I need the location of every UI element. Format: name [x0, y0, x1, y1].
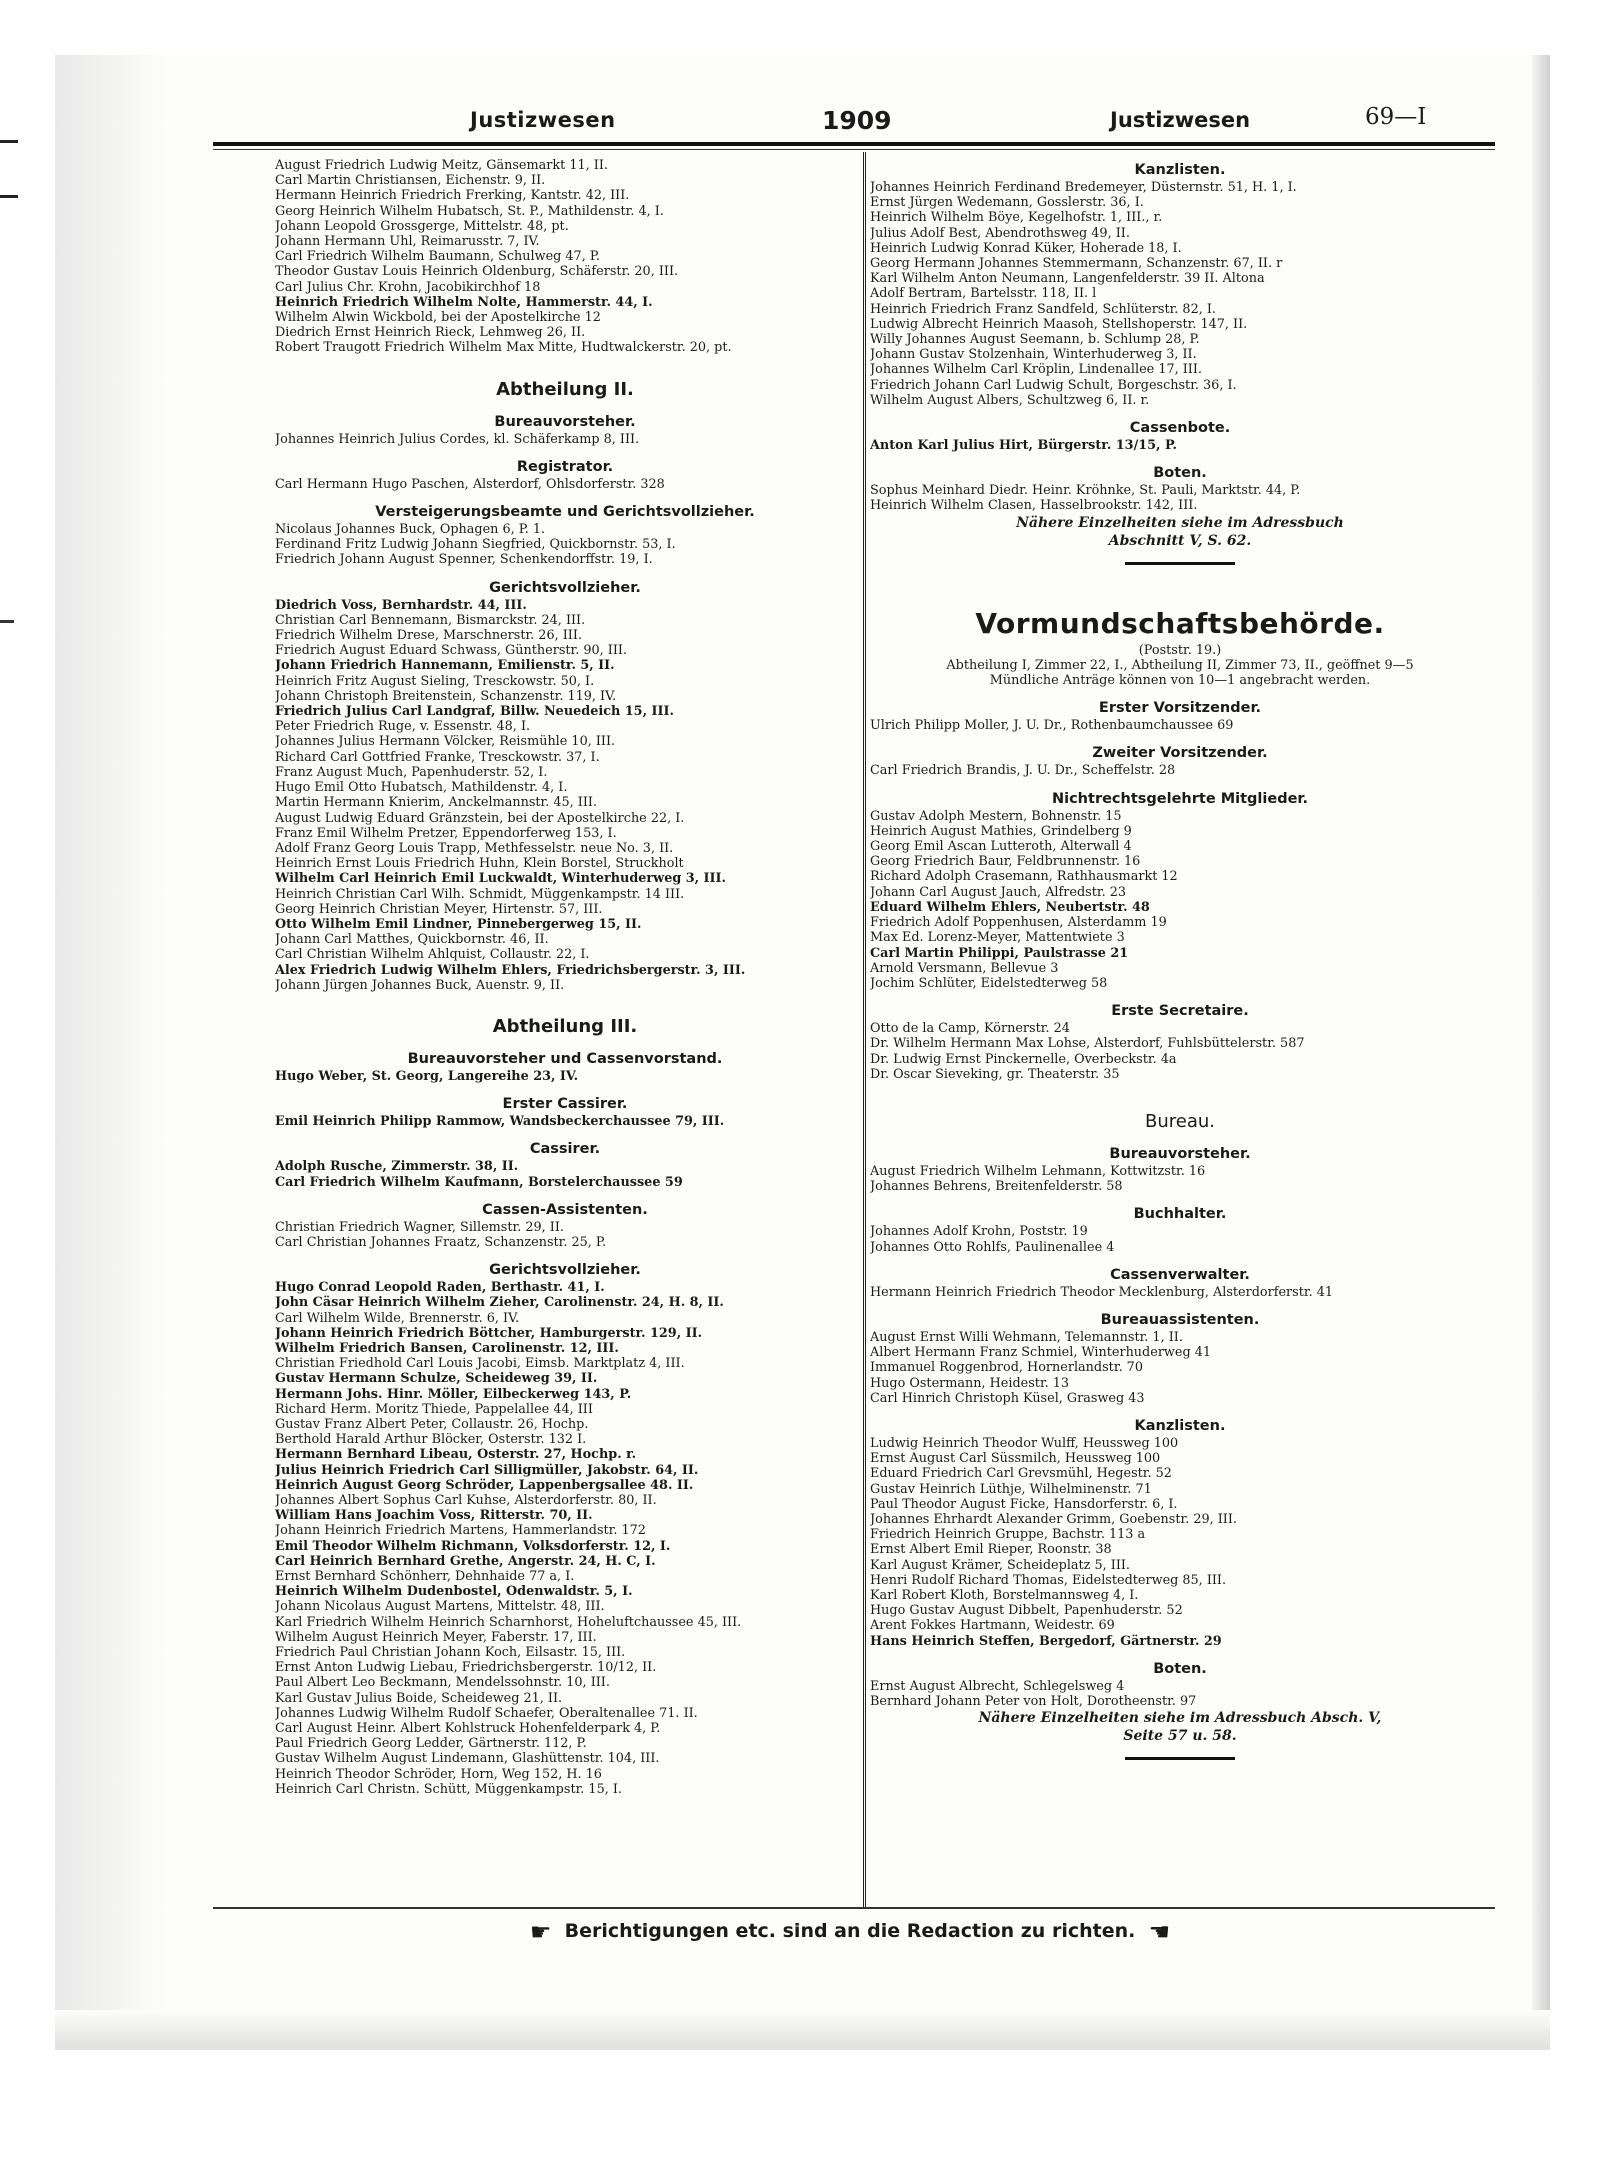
office-info-line: Abtheilung I, Zimmer 22, I., Abtheilung II, Zimmer 73, II., geöffnet 9—5 — [946, 657, 1414, 673]
directory-entry: Gustav Hermann Schulze, Scheideweg 39, II. — [275, 1371, 598, 1387]
pointing-hand-right-icon: ☛ — [529, 1918, 552, 1946]
directory-entry: Carl Martin Christiansen, Eichenstr. 9, II. — [275, 173, 546, 189]
directory-entry: Paul Friedrich Georg Ledder, Gärtnerstr. 112, P. — [275, 1736, 587, 1752]
section-heading: Bureauassistenten. — [1100, 1311, 1260, 1328]
directory-entry: Hermann Bernhard Libeau, Osterstr. 27, Hochp. r. — [275, 1447, 637, 1463]
directory-entry: Carl Wilhelm Wilde, Brennerstr. 6, IV. — [275, 1310, 520, 1326]
directory-entry: Johann Leopold Grossgerge, Mittelstr. 48, pt. — [275, 218, 569, 234]
directory-entry: Dr. Oscar Sieveking, gr. Theaterstr. 35 — [870, 1066, 1120, 1082]
section-heading: Gerichtsvollzieher. — [489, 1262, 641, 1279]
section-heading: Cassen-Assistenten. — [482, 1201, 648, 1218]
directory-entry: Karl Friedrich Wilhelm Heinrich Scharnhorst, Hoheluftchaussee 45, III. — [275, 1614, 742, 1630]
directory-entry: Wilhelm Alwin Wickbold, bei der Apostelkirche 12 — [275, 310, 601, 326]
directory-entry: Johann Hermann Uhl, Reimarusstr. 7, IV. — [275, 234, 540, 250]
directory-entry: Johann Carl Matthes, Quickbornstr. 46, II. — [275, 932, 549, 948]
directory-entry: Emil Theodor Wilhelm Richmann, Volksdorferstr. 12, I. — [275, 1538, 671, 1554]
directory-entry: Wilhelm August Heinrich Meyer, Faberstr. 17, III. — [275, 1629, 597, 1645]
section-heading: Bureauvorsteher. — [1109, 1145, 1251, 1162]
directory-entry: Nicolaus Johannes Buck, Ophagen 6, P. 1. — [275, 522, 546, 538]
directory-entry: Hermann Heinrich Friedrich Frerking, Kantstr. 42, III. — [275, 188, 630, 204]
directory-entry: Karl Wilhelm Anton Neumann, Langenfelderstr. 39 II. Altona — [870, 271, 1265, 287]
directory-entry: Ernst August Albrecht, Schlegelsweg 4 — [870, 1678, 1125, 1694]
directory-entry: Hermann Johs. Hinr. Möller, Eilbeckerweg 143, P. — [275, 1386, 632, 1402]
directory-entry: Martin Hermann Knierim, Anckelmannstr. 45, III. — [275, 795, 598, 811]
directory-entry: Johannes Heinrich Julius Cordes, kl. Schäferkamp 8, III. — [275, 431, 640, 447]
directory-entry: Friedrich Adolf Poppenhusen, Alsterdamm 19 — [870, 915, 1167, 931]
section-heading: Cassirer. — [529, 1141, 601, 1158]
directory-entry: Ernst Bernhard Schönherr, Dehnhaide 77 a, I. — [275, 1569, 575, 1585]
directory-entry: Richard Adolph Crasemann, Rathhausmarkt 12 — [870, 869, 1178, 885]
section-heading: Kanzlisten. — [1134, 162, 1226, 178]
header-left-title: Justizwesen — [470, 108, 616, 132]
directory-entry: Johann Christoph Breitenstein, Schanzenstr. 119, IV. — [275, 688, 617, 704]
directory-entry: Ferdinand Fritz Ludwig Johann Siegfried, Quickbornstr. 53, I. — [275, 537, 676, 553]
directory-entry: Henri Rudolf Richard Thomas, Eidelstedterweg 85, III. — [870, 1572, 1227, 1588]
directory-entry: Johannes Adolf Krohn, Poststr. 19 — [870, 1224, 1088, 1240]
directory-entry: Heinrich Wilhelm Dudenbostel, Odenwaldstr. 5, I. — [275, 1584, 633, 1600]
scan-background — [0, 0, 1600, 55]
directory-entry: Ernst August Carl Süssmilch, Heussweg 100 — [870, 1451, 1161, 1467]
running-header — [210, 104, 1490, 142]
facing-page-edge-mark — [0, 620, 14, 649]
section-end-rule — [1125, 1757, 1235, 1760]
directory-entry: Heinrich Christian Carl Wilh. Schmidt, Müggenkampstr. 14 III. — [275, 886, 685, 902]
directory-entry: Willy Johannes August Seemann, b. Schlump 28, P. — [870, 332, 1200, 348]
directory-entry: Richard Herm. Moritz Thiede, Pappelallee 44, III — [275, 1401, 593, 1417]
directory-entry: Ludwig Heinrich Theodor Wulff, Heussweg 100 — [870, 1435, 1179, 1451]
directory-entry: Hugo Weber, St. Georg, Langereihe 23, IV. — [275, 1068, 579, 1084]
directory-entry: Eduard Friedrich Carl Grevsmühl, Hegestr. 52 — [870, 1466, 1172, 1482]
page-edge-shade — [1532, 55, 1550, 2050]
directory-entry: Emil Heinrich Philipp Rammow, Wandsbeckerchaussee 79, III. — [275, 1114, 725, 1130]
directory-entry: Wilhelm Friedrich Bansen, Carolinenstr. 12, III. — [275, 1340, 619, 1356]
directory-entry: August Ludwig Eduard Gränzstein, bei der Apostelkirche 22, I. — [275, 810, 685, 826]
directory-entry: Heinrich Carl Christn. Schütt, Müggenkampstr. 15, I. — [275, 1781, 622, 1797]
directory-entry: Adolph Rusche, Zimmerstr. 38, II. — [275, 1159, 519, 1175]
directory-entry: Franz August Much, Papenhuderstr. 52, I. — [275, 764, 548, 780]
directory-entry: Friedrich Heinrich Gruppe, Bachstr. 113 a — [870, 1527, 1146, 1543]
directory-entry: Richard Carl Gottfried Franke, Tresckowstr. 37, I. — [275, 749, 600, 765]
page-number: 69—I — [1365, 104, 1427, 130]
directory-entry: Albert Hermann Franz Schmiel, Winterhuderweg 41 — [870, 1345, 1212, 1361]
directory-entry: Diedrich Ernst Heinrich Rieck, Lehmweg 26, II. — [275, 325, 586, 341]
directory-entry: Carl Martin Philippi, Paulstrasse 21 — [870, 945, 1129, 961]
directory-entry: Carl Hermann Hugo Paschen, Alsterdorf, Ohlsdorferstr. 328 — [275, 476, 665, 492]
directory-entry: Carl Friedrich Wilhelm Baumann, Schulweg 47, P. — [275, 249, 600, 265]
department-heading: Abtheilung II. — [496, 378, 634, 400]
pointing-hand-left-icon: ☚ — [1148, 1918, 1171, 1946]
directory-entry: Robert Traugott Friedrich Wilhelm Max Mitte, Hudtwalckerstr. 20, pt. — [275, 340, 732, 356]
section-heading: Bureauvorsteher. — [494, 413, 636, 430]
reference-note: Nähere Einzelheiten siehe im Adressbuch Absch. V, — [978, 1710, 1382, 1727]
authority-heading: Vormundschaftsbehörde. — [975, 606, 1385, 640]
directory-entry: Arent Fokkes Hartmann, Weidestr. 69 — [870, 1618, 1115, 1634]
section-heading: Kanzlisten. — [1134, 1417, 1226, 1434]
directory-entry: Georg Heinrich Christian Meyer, Hirtenstr. 57, III. — [275, 901, 603, 917]
directory-entry: Gustav Wilhelm August Lindemann, Glashüttenstr. 104, III. — [275, 1751, 660, 1767]
directory-entry: Friedrich Paul Christian Johann Koch, Eilsastr. 15, III. — [275, 1645, 626, 1661]
section-heading: Bureau. — [1145, 1110, 1215, 1132]
directory-entry: Heinrich Wilhelm Clasen, Hasselbrookstr. 142, III. — [870, 498, 1198, 514]
directory-entry: Johannes Ludwig Wilhelm Rudolf Schaefer, Oberaltenallee 71. II. — [275, 1705, 698, 1721]
directory-entry: Heinrich Ernst Louis Friedrich Huhn, Klein Borstel, Struckholt — [275, 856, 684, 872]
directory-entry: Christian Carl Bennemann, Bismarckstr. 24, III. — [275, 612, 586, 628]
directory-entry: Julius Heinrich Friedrich Carl Silligmüller, Jakobstr. 64, II. — [275, 1462, 699, 1478]
directory-entry: Ernst Anton Ludwig Liebau, Friedrichsbergerstr. 10/12, II. — [275, 1660, 657, 1676]
directory-entry: Carl Friedrich Wilhelm Kaufmann, Borstelerchaussee 59 — [275, 1174, 683, 1190]
directory-entry: Hugo Conrad Leopold Raden, Berthastr. 41, I. — [275, 1280, 605, 1296]
directory-entry: Theodor Gustav Louis Heinrich Oldenburg, Schäferstr. 20, III. — [275, 264, 679, 280]
directory-entry: August Friedrich Ludwig Meitz, Gänsemarkt 11, II. — [275, 158, 608, 173]
directory-entry: Johann Nicolaus August Martens, Mittelstr. 48, III. — [275, 1599, 605, 1615]
directory-entry: Arnold Versmann, Bellevue 3 — [870, 960, 1059, 976]
directory-entry: Johann Gustav Stolzenhain, Winterhuderweg 3, II. — [870, 347, 1197, 363]
directory-entry: Johann Heinrich Friedrich Martens, Hammerlandstr. 172 — [275, 1523, 646, 1539]
directory-entry: Hugo Gustav August Dibbelt, Papenhuderstr. 52 — [870, 1603, 1183, 1619]
directory-entry: Hugo Emil Otto Hubatsch, Mathildenstr. 4, I. — [275, 780, 568, 796]
office-info-line: Mündliche Anträge können von 10—1 angebracht werden. — [989, 673, 1371, 689]
directory-entry: Sophus Meinhard Diedr. Heinr. Kröhnke, St. Pauli, Marktstr. 44, P. — [870, 483, 1301, 499]
facing-page-edge — [0, 140, 18, 198]
directory-entry: Anton Karl Julius Hirt, Bürgerstr. 13/15, P. — [870, 438, 1177, 454]
directory-entry: Hans Heinrich Steffen, Bergedorf, Gärtnerstr. 29 — [870, 1633, 1222, 1649]
directory-entry: Carl Christian Wilhelm Ahlquist, Collaustr. 22, I. — [275, 947, 590, 963]
column-divider — [863, 152, 866, 1907]
directory-entry: Carl Friedrich Brandis, J. U. Dr., Scheffelstr. 28 — [870, 763, 1176, 779]
directory-entry: Friedrich August Eduard Schwass, Güntherstr. 90, III. — [275, 643, 628, 659]
directory-entry: Carl Christian Johannes Fraatz, Schanzenstr. 25, P. — [275, 1234, 607, 1250]
directory-entry: Paul Albert Leo Beckmann, Mendelssohnstr. 10, III. — [275, 1675, 610, 1691]
directory-entry: Christian Friedrich Wagner, Sillemstr. 29, II. — [275, 1219, 564, 1235]
directory-entry: Johannes Otto Rohlfs, Paulinenallee 4 — [870, 1239, 1115, 1255]
directory-entry: Wilhelm Carl Heinrich Emil Luckwaldt, Winterhuderweg 3, III. — [275, 871, 726, 887]
right-column — [870, 150, 1490, 1760]
directory-entry: Franz Emil Wilhelm Pretzer, Eppendorferweg 153, I. — [275, 825, 617, 841]
reference-note: Nähere Einzelheiten siehe im Adressbuch — [1016, 514, 1344, 531]
directory-entry: Friedrich Johann August Spenner, Schenkendorffstr. 19, I. — [275, 552, 653, 568]
section-heading: Buchhalter. — [1133, 1206, 1227, 1223]
section-end-rule — [1125, 562, 1235, 565]
directory-entry: Carl Heinrich Bernhard Grethe, Angerstr. 24, H. C, I. — [275, 1553, 656, 1569]
directory-entry: Johann Jürgen Johannes Buck, Auenstr. 9, II. — [275, 977, 565, 993]
directory-entry: Karl Robert Kloth, Borstelmannsweg 4, I. — [870, 1587, 1139, 1603]
directory-entry: Heinrich Friedrich Franz Sandfeld, Schlüterstr. 82, I. — [870, 301, 1216, 317]
directory-entry: Carl Julius Chr. Krohn, Jacobikirchhof 18 — [275, 279, 541, 295]
directory-entry: Friedrich Wilhelm Drese, Marschnerstr. 26, III. — [275, 628, 582, 644]
directory-entry: Christian Friedhold Carl Louis Jacobi, Eimsb. Marktplatz 4, III. — [275, 1356, 685, 1372]
directory-entry: Immanuel Roggenbrod, Hornerlandstr. 70 — [870, 1360, 1143, 1376]
directory-entry: Heinrich Ludwig Konrad Küker, Hoherade 18, I. — [870, 240, 1182, 256]
directory-entry: Johannes Ehrhardt Alexander Grimm, Goebenstr. 29, III. — [870, 1511, 1237, 1527]
header-year: 1909 — [822, 106, 892, 135]
section-heading: Nichtrechtsgelehrte Mitglieder. — [1051, 790, 1308, 807]
directory-entry: Paul Theodor August Ficke, Hansdorferstr. 6, I. — [870, 1496, 1178, 1512]
section-heading: Cassenbote. — [1129, 420, 1231, 437]
directory-entry: Carl August Heinr. Albert Kohlstruck Hohenfelderpark 4, P. — [275, 1721, 661, 1737]
section-heading: Erste Secretaire. — [1111, 1003, 1249, 1020]
directory-entry: Ernst Albert Emil Rieper, Roonstr. 38 — [870, 1542, 1112, 1558]
directory-entry: Johann Heinrich Friedrich Böttcher, Hamburgerstr. 129, II. — [275, 1325, 703, 1341]
directory-entry: William Hans Joachim Voss, Ritterstr. 70, II. — [275, 1508, 593, 1524]
reference-note: Abschnitt V, S. 62. — [1108, 532, 1252, 549]
section-heading: Boten. — [1153, 1660, 1207, 1677]
directory-entry: Otto de la Camp, Körnerstr. 24 — [870, 1021, 1070, 1037]
section-heading: Versteigerungsbeamte und Gerichtsvollzieher. — [375, 504, 755, 521]
directory-entry: Gustav Franz Albert Peter, Collaustr. 26, Hochp. — [275, 1416, 589, 1432]
directory-entry: Johannes Behrens, Breitenfelderstr. 58 — [870, 1179, 1123, 1195]
directory-entry: Peter Friedrich Ruge, v. Essenstr. 48, I. — [275, 719, 531, 735]
directory-entry: Georg Heinrich Wilhelm Hubatsch, St. P., Mathildenstr. 4, I. — [275, 203, 664, 219]
directory-entry: Friedrich Johann Carl Ludwig Schult, Borgeschstr. 36, I. — [870, 377, 1237, 393]
directory-entry: Heinrich Wilhelm Böye, Kegelhofstr. 1, III., r. — [870, 210, 1163, 226]
directory-entry: Heinrich Friedrich Wilhelm Nolte, Hammerstr. 44, I. — [275, 294, 653, 310]
directory-entry: Dr. Ludwig Ernst Pinckernelle, Overbeckstr. 4a — [870, 1051, 1177, 1067]
directory-entry: Ludwig Albrecht Heinrich Maasoh, Stellshoperstr. 147, II. — [870, 316, 1248, 332]
directory-entry: Berthold Harald Arthur Blöcker, Osterstr. 132 I. — [275, 1432, 587, 1448]
directory-entry: Friedrich Julius Carl Landgraf, Billw. Neuedeich 15, III. — [275, 704, 674, 720]
directory-entry: Johannes Wilhelm Carl Kröplin, Lindenallee 17, III. — [870, 362, 1202, 378]
directory-entry: Eduard Wilhelm Ehlers, Neubertstr. 48 — [870, 899, 1150, 915]
section-heading: Erster Cassirer. — [502, 1096, 628, 1113]
directory-entry: Alex Friedrich Ludwig Wilhelm Ehlers, Friedrichsbergerstr. 3, III. — [275, 962, 746, 978]
section-heading: Gerichtsvollzieher. — [489, 579, 641, 596]
left-column — [275, 158, 855, 1797]
page-bottom-shade — [55, 2010, 1550, 2050]
directory-entry: Georg Emil Ascan Lutteroth, Alterwall 4 — [870, 839, 1132, 855]
directory-entry: Diedrich Voss, Bernhardstr. 44, III. — [275, 597, 527, 613]
directory-entry: Heinrich Fritz August Sieling, Tresckowstr. 50, I. — [275, 673, 595, 689]
directory-entry: Max Ed. Lorenz-Meyer, Mattentwiete 3 — [870, 930, 1125, 946]
directory-entry: Johannes Albert Sophus Carl Kuhse, Alsterdorferstr. 80, II. — [275, 1493, 657, 1508]
directory-entry: Dr. Wilhelm Hermann Max Lohse, Alsterdorf, Fuhlsbüttelerstr. 587 — [870, 1036, 1305, 1052]
directory-entry: Adolf Franz Georg Louis Trapp, Methfesselstr. neue No. 3, II. — [275, 840, 674, 856]
section-heading: Cassenverwalter. — [1110, 1266, 1250, 1283]
directory-entry: Johannes Julius Hermann Völcker, Reismühle 10, III. — [275, 734, 616, 750]
header-rule — [213, 142, 1495, 146]
directory-entry: Julius Adolf Best, Abendrothsweg 49, II. — [870, 225, 1130, 241]
directory-entry: Heinrich August Mathies, Grindelberg 9 — [870, 823, 1132, 839]
section-heading: Erster Vorsitzender. — [1098, 700, 1262, 717]
directory-entry: Otto Wilhelm Emil Lindner, Pinnebergerweg 15, II. — [275, 916, 642, 932]
directory-entry: Ernst Jürgen Wedemann, Gosslerstr. 36, I. — [870, 195, 1144, 211]
directory-entry: Georg Friedrich Baur, Feldbrunnenstr. 16 — [870, 854, 1141, 870]
directory-entry: Gustav Heinrich Lüthje, Wilhelminenstr. 71 — [870, 1481, 1152, 1497]
footer-text: Berichtigungen etc. sind an die Redaction zu richten. — [564, 1920, 1136, 1942]
section-heading: Boten. — [1153, 465, 1207, 482]
directory-entry: Wilhelm August Albers, Schultzweg 6, II. r. — [870, 392, 1150, 408]
directory-entry: Johann Friedrich Hannemann, Emilienstr. 5, II. — [275, 658, 615, 674]
directory-entry: Johann Carl August Jauch, Alfredstr. 23 — [870, 884, 1126, 900]
section-heading: Bureauvorsteher und Cassenvorstand. — [407, 1050, 723, 1067]
directory-entry: Ulrich Philipp Moller, J. U. Dr., Rothenbaumchaussee 69 — [870, 718, 1234, 734]
header-right-title: Justizwesen — [1110, 108, 1251, 132]
directory-entry: Adolf Bertram, Bartelsstr. 118, II. l — [870, 286, 1097, 302]
directory-entry: Georg Hermann Johannes Stemmermann, Schanzenstr. 67, II. r — [870, 256, 1283, 272]
directory-entry: Bernhard Johann Peter von Holt, Dorotheenstr. 97 — [870, 1694, 1197, 1709]
directory-entry: Heinrich Theodor Schröder, Horn, Weg 152, H. 16 — [275, 1766, 602, 1782]
section-heading: Zweiter Vorsitzender. — [1092, 745, 1268, 762]
directory-entry: Karl Gustav Julius Boide, Scheideweg 21, II. — [275, 1690, 563, 1706]
page-gutter-shade — [55, 55, 165, 2050]
directory-entry: John Cäsar Heinrich Wilhelm Zieher, Carolinenstr. 24, H. 8, II. — [275, 1295, 724, 1311]
directory-entry: Heinrich August Georg Schröder, Lappenbergsallee 48. II. — [275, 1477, 694, 1493]
directory-entry: Hermann Heinrich Friedrich Theodor Mecklenburg, Alsterdorferstr. 41 — [870, 1284, 1333, 1300]
directory-entry: Jochim Schlüter, Eidelstedterweg 58 — [870, 975, 1108, 991]
reference-note: Seite 57 u. 58. — [1123, 1728, 1237, 1745]
directory-entry: Carl Hinrich Christoph Küsel, Grasweg 43 — [870, 1390, 1145, 1406]
directory-entry: Johannes Heinrich Ferdinand Bredemeyer, Düsternstr. 51, H. 1, I. — [870, 180, 1297, 195]
footer-notice — [210, 1918, 1490, 1946]
section-heading: Registrator. — [516, 458, 614, 475]
department-heading: Abtheilung III. — [492, 1015, 638, 1037]
footer-rule — [213, 1907, 1495, 1909]
office-info-line: (Poststr. 19.) — [1138, 642, 1222, 658]
directory-entry: August Friedrich Wilhelm Lehmann, Kottwitzstr. 16 — [870, 1163, 1206, 1179]
directory-entry: Hugo Ostermann, Heidestr. 13 — [870, 1375, 1070, 1391]
directory-entry: Karl August Krämer, Scheideplatz 5, III. — [870, 1557, 1131, 1573]
directory-entry: August Ernst Willi Wehmann, Telemannstr. 1, II. — [870, 1329, 1183, 1345]
directory-entry: Gustav Adolph Mestern, Bohnenstr. 15 — [870, 808, 1122, 824]
